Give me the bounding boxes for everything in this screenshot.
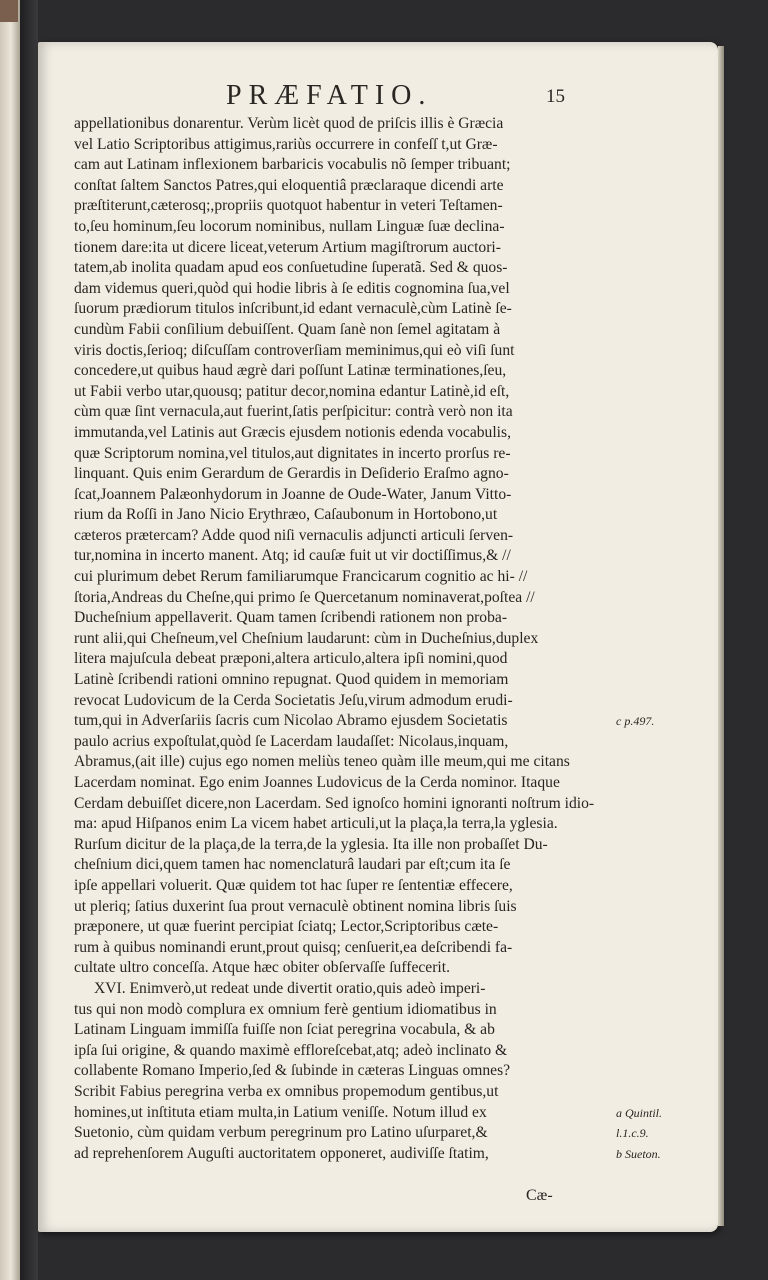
text-line: tum,qui in Adverſariis ſacris cum Nicolao Abramo ejusdem Societatis <box>74 712 508 730</box>
text-line: præſtiterunt,cæterosq;,propriis quotquot habentur in veteri Teſtamen- <box>74 197 503 215</box>
margin-note: a Quintil. <box>616 1105 663 1120</box>
text-line: tus qui non modò complura ex omnium ferè gentium idiomatibus in <box>74 1000 497 1018</box>
text-line: tur,nomina in incerto manent. Atq; id cauſæ fuit ut vir doctiſſimus,& // <box>74 547 511 565</box>
text-line: cam aut Latinam inflexionem barbaricis vocabulis nõ ſemper tribuant; <box>74 156 511 174</box>
text-line: cundùm Fabii conſilium debuiſſent. Quam ſanè non ſemel agitatam à <box>74 320 501 338</box>
text-line: cæteros prætercam? Adde quod niſi vernaculis adjuncti articuli ſerven- <box>74 526 514 544</box>
facing-page-edge <box>0 0 20 1280</box>
text-line: cultate ultro conceſſa. Atque hæc obiter obſervaſſe ſuffecerit. <box>74 959 450 977</box>
text-line: runt alii,qui Cheſneum,vel Cheſnium laudarunt: cùm in Ducheſnius,duplex <box>74 629 539 647</box>
text-line: linquant. Quis enim Gerardum de Gerardis in Deſiderio Eraſmo agno- <box>74 465 509 483</box>
margin-note: b Sueton. <box>616 1147 661 1161</box>
text-line: Cerdam debuiſſet dicere,non Lacerdam. Sed ignoſco homini ignoranti noſtrum idio- <box>74 794 595 812</box>
text-line: Rurſum dicitur de la plaça,de la terra,de la yglesia. Ita ille non probaſſet Du- <box>74 835 548 853</box>
text-line: ſtoria,Andreas du Cheſne,qui primo ſe Quercetanum nominaverat,poſtea // <box>74 588 535 606</box>
page-title: PRÆFATIO. <box>226 80 433 111</box>
text-line: quæ Scriptorum nomina,vel titulos,aut dignitates in incerto prorſus re- <box>74 444 511 462</box>
text-line: ut pleriq; ſatius duxerint ſua prout vernaculè obtinent nomina libris ſuis <box>74 897 517 915</box>
text-line: tatem,ab inolita quadam apud eos conſuetudine ſuperatã. Sed & quos- <box>74 259 508 277</box>
text-line: litera majuſcula debeat præponi,altera articulo,altera ipſi nomini,quod <box>74 650 508 668</box>
book-page <box>38 42 718 1232</box>
catchword: Cæ- <box>526 1187 553 1204</box>
body-text <box>74 114 610 1164</box>
text-line: homines,ut inſtituta etiam multa,in Latium veniſſe. Notum illud ex <box>74 1103 487 1121</box>
text-line: ut Fabii verbo utar,quousq; patitur decor,nomina edantur Latinè,id eſt, <box>74 382 510 400</box>
margin-note: l.1.c.9. <box>616 1126 649 1141</box>
text-line: ſcat,Joannem Palæonhydorum in Joanne de Oude-Water, Janum Vitto- <box>74 485 512 503</box>
book-gutter <box>20 0 38 1280</box>
bookmark-tab <box>0 0 18 22</box>
text-line: XVI. Enimverò,ut redeat unde divertit oratio,quis adeò imperi- <box>94 979 486 997</box>
text-line: Latinam Linguam immiſſa fuiſſe non ſciat peregrina vocabula, & ab <box>74 1021 495 1039</box>
text-line: cui plurimum debet Rerum familiarumque Francicarum cognitio ac hi- // <box>74 568 528 586</box>
text-line: Suetonio, cùm quidam verbum peregrinum pro Latino uſurparet,& <box>74 1124 488 1142</box>
page-edge <box>718 46 724 1226</box>
text-line: Abramus,(ait ille) cujus ego nomen meliùs teneo quàm ille meum,qui me citans <box>74 753 570 771</box>
text-line: to,ſeu hominum,ſeu locorum nominibus, nullam Linguæ ſuæ declina- <box>74 217 505 235</box>
text-line: præponere, ut quæ fuerint percipiat ſciatq; Lector,Scriptoribus cæte- <box>74 918 499 936</box>
text-line: immutanda,vel Latinis aut Græcis ejusdem notionis edenda vocabulis, <box>74 423 511 441</box>
text-line: dam videmus queri,quòd qui hodie libris à ſe editis cognomina ſua,vel <box>74 279 510 297</box>
text-line: vel Latio Scriptoribus attigimus,rariùs occurrere in confeſſ t,ut Græ- <box>74 135 498 153</box>
text-line: revocat Ludovicum de la Cerda Societatis Jeſu,virum admodum erudi- <box>74 691 513 709</box>
text-line: viris doctis,ſerioq; diſcuſſam controverſiam meminimus,qui eò viſi ſunt <box>74 341 515 359</box>
text-line: ipſa ſui origine, & quando maximè effloreſcebat,atq; adeò inclinato & <box>74 1041 508 1059</box>
text-line: tionem dare:ita ut dicere liceat,veterum Artium magiſtrorum auctori- <box>74 238 501 256</box>
text-line: appellationibus donarentur. Verùm licèt quod de priſcis illis è Græcia <box>74 115 504 132</box>
text-line: cheſnium dici,quem tamen hac nomenclaturâ laudari par eſt;cum ita ſe <box>74 856 511 874</box>
margin-note: c p.497. <box>616 714 655 729</box>
text-line: collabente Romano Imperio,ſed & ſubinde in cæteras Linguas omnes? <box>74 1062 511 1080</box>
text-line: Scribit Fabius peregrina verba ex omnibus propemodum gentibus,ut <box>74 1082 499 1100</box>
page-number: 15 <box>546 86 565 107</box>
text-line: concedere,ut quibus haud ægrè dari poſſunt Latinæ terminationes,ſeu, <box>74 362 507 380</box>
text-line: Latinè ſcribendi rationi omnino repugnat. Quod quidem in memoriam <box>74 671 509 689</box>
text-line: paulo acrius expoſtulat,quòd ſe Lacerdam laudaſſet: Nicolaus,inquam, <box>74 732 509 750</box>
text-line: ſuorum prædiorum titulos inſcribunt,id edant vernaculè,cùm Latinè ſe- <box>74 300 512 318</box>
text-line: cùm quæ ſint vernacula,aut fuerint,ſatis perſpicitur: contrà verò non ita <box>74 403 513 421</box>
text-line: ipſe appellari voluerit. Quæ quidem tot hac ſuper re ſententiæ effecere, <box>74 876 513 894</box>
text-line: rum à quibus nominandi erunt,prout quisq; cenſuerit,ea deſcribendi fa- <box>74 938 513 956</box>
text-line: rium da Roſſi in Jano Nicio Erythræo, Caſaubonum in Hortobono,ut <box>74 506 498 524</box>
text-line: Ducheſnium appellaverit. Quam tamen ſcribendi rationem non proba- <box>74 609 508 627</box>
text-line: conſtat ſaltem Sanctos Patres,qui eloquentiâ præclaraque dicendi arte <box>74 176 504 194</box>
text-line: Lacerdam nominat. Ego enim Joannes Ludovicus de la Cerda nominor. Itaque <box>74 774 560 791</box>
text-line: ad reprehenſorem Auguſti auctoritatem opponeret, audiviſſe ſtatim, <box>74 1144 489 1162</box>
text-line: ma: apud Hiſpanos enim La vicem habet articuli,ut la plaça,la terra,la yglesia. <box>74 815 558 833</box>
